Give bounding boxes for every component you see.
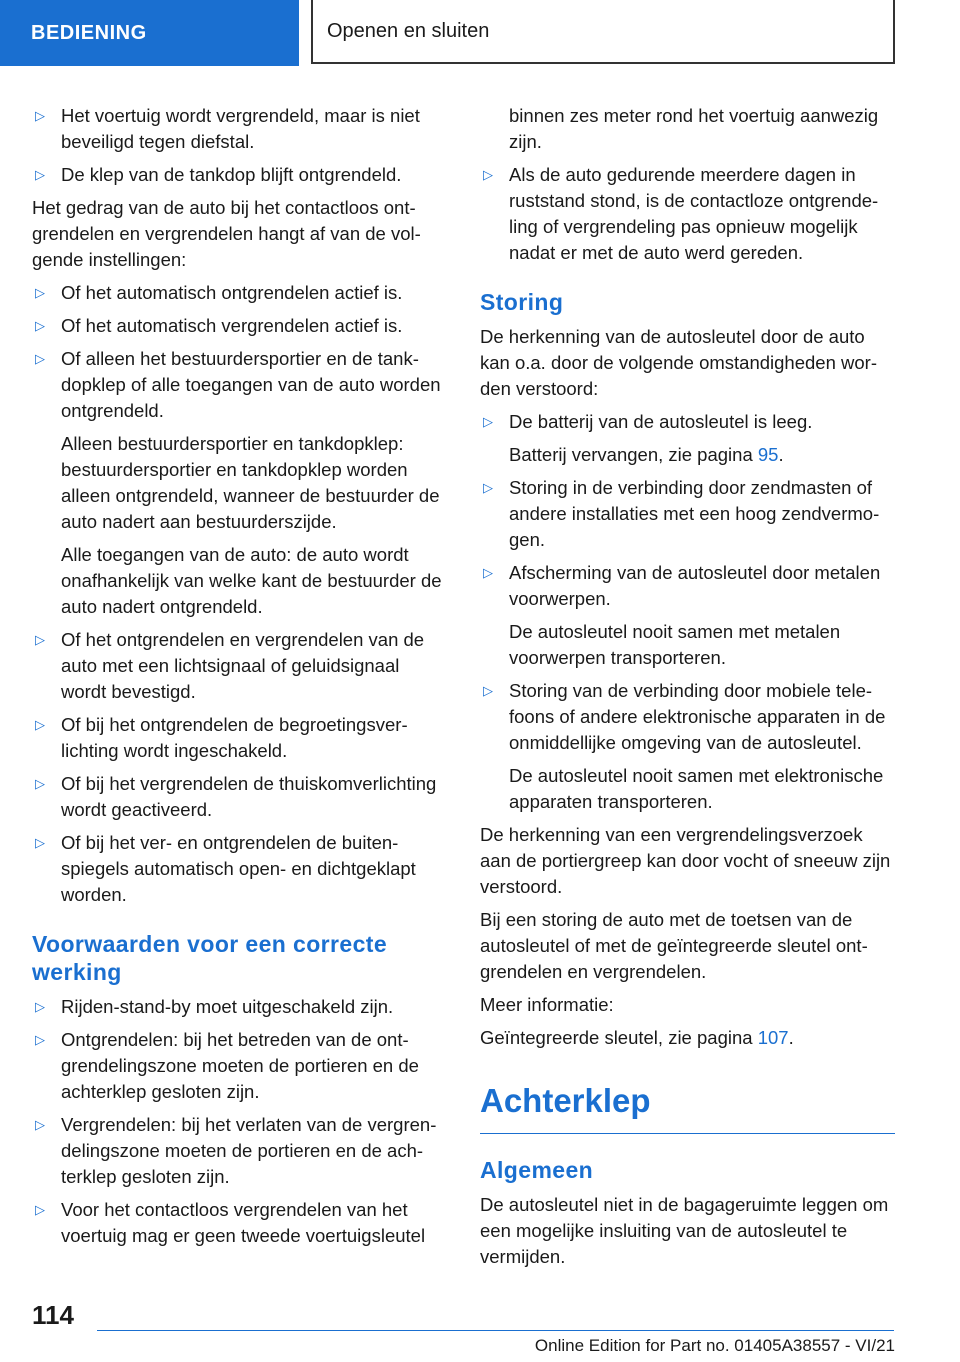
settings-list bbox=[32, 280, 447, 908]
list-item-detail: Alle toegangen van de auto: de auto wordt onafhankelijk van welke kant de bestuurder de auto nadert ontgrendeld. bbox=[61, 544, 442, 617]
list-item: ▷ Rijden-stand-by moet uitgeschakeld zijn. bbox=[32, 994, 447, 1020]
triangle-bullet-icon: ▷ bbox=[35, 108, 45, 123]
list-item: ▷ Afscherming van de autosleutel door metalen voorwerpen. De autosleutel nooit samen met metalen voorwerpen transporteren. bbox=[480, 560, 895, 671]
triangle-bullet-icon: ▷ bbox=[483, 683, 493, 698]
list-item: ▷ Storing van de verbinding door mobiele telefoons of andere elektronische apparaten in de onmiddellijke omgeving van de autosleutel. De autosleutel nooit samen met elektronische apparaten transporteren. bbox=[480, 678, 895, 815]
list-item: ▷ Of het automatisch ontgrendelen actief is. bbox=[32, 280, 447, 306]
list-item-detail: Alleen bestuurdersportier en tankdopklep: bestuurdersportier en tankdopklep worden alleen ontgrendeld, wanneer de bestuurder de auto nadert aan bestuurderszijde. bbox=[61, 433, 440, 532]
list-item-continuation: binnen zes meter rond het voertuig aanwezig zijn. bbox=[509, 105, 879, 152]
section-heading: Storing bbox=[480, 289, 564, 315]
section-title: BEDIENING bbox=[31, 21, 147, 44]
triangle-bullet-icon: ▷ bbox=[35, 167, 45, 182]
list-item: ▷ De batterij van de autosleutel is leeg. Batterij vervangen, zie pagina 95. bbox=[480, 409, 895, 468]
triangle-bullet-icon: ▷ bbox=[35, 717, 45, 732]
triangle-bullet-icon: ▷ bbox=[35, 776, 45, 791]
paragraph: De herkenning van de autosleutel door de auto kan o.a. door de volgende omstandigheden worden verstoord: bbox=[480, 326, 878, 399]
list-item: ▷ Storing in de verbinding door zendmasten of andere installaties met een hoog zendvermogen. bbox=[483, 477, 880, 550]
triangle-bullet-icon: ▷ bbox=[35, 835, 45, 850]
list-item: ▷ Of het automatisch vergrendelen actief is. bbox=[32, 313, 447, 339]
list-item: ▷ Voor het contactloos vergrendelen van het voertuig mag er geen tweede voertuigsleutel bbox=[35, 1199, 426, 1246]
list-item: ▷ Ontgrendelen: bij het betreden van de ontgrendelingszone moeten de portieren en de achterklep gesloten zijn. bbox=[35, 1029, 419, 1102]
right-column bbox=[480, 103, 895, 1277]
triangle-bullet-icon: ▷ bbox=[35, 1202, 45, 1217]
triangle-bullet-icon: ▷ bbox=[483, 167, 493, 182]
list-item: ▷ Of het ontgrendelen en vergrendelen van de auto met een lichtsignaal of geluidsignaal wordt bevestigd. bbox=[35, 629, 425, 702]
triangle-bullet-icon: ▷ bbox=[483, 565, 493, 580]
list-item-detail: De autosleutel nooit samen met metalen voorwerpen transporteren. bbox=[509, 621, 841, 668]
paragraph: De herkenning van een vergrendelingsverzoek aan de portiergreep kan door vocht of sneeuw zijn verstoord. bbox=[480, 824, 891, 897]
triangle-bullet-icon: ▷ bbox=[483, 414, 493, 429]
conditions-list bbox=[32, 994, 447, 1249]
bullet-list bbox=[480, 162, 895, 266]
list-item: ▷ Of bij het vergrendelen de thuiskomverlichting wordt geactiveerd. bbox=[35, 773, 437, 820]
page-link[interactable]: 95 bbox=[757, 444, 779, 465]
triangle-bullet-icon: ▷ bbox=[35, 999, 45, 1014]
paragraph: Bij een storing de auto met de toetsen van de autosleutel of met de geïntegreerde sleutel ontgrendelen en vergrendelen. bbox=[480, 909, 868, 982]
edition-note: Online Edition for Part no. 01405A38557 - VI/21 bbox=[534, 1336, 895, 1355]
fault-list bbox=[480, 409, 895, 815]
paragraph: De autosleutel niet in de bagageruimte leggen om een mogelijke insluiting van de autosleutel te vermijden. bbox=[480, 1194, 889, 1267]
triangle-bullet-icon: ▷ bbox=[35, 351, 45, 366]
footer-divider bbox=[97, 1330, 894, 1331]
chapter-heading: Achterklep bbox=[480, 1079, 895, 1134]
list-item: ▷ Of bij het ontgrendelen de begroetingsverlichting wordt ingeschakeld. bbox=[35, 714, 408, 761]
section-tab bbox=[0, 0, 299, 66]
list-item: ▷ Of bij het ver- en ontgrendelen de buitenspiegels automatisch open- en dichtgeklapt worden. bbox=[35, 832, 416, 905]
list-item: ▷ Of alleen het bestuurdersportier en de tankdopklep of alle toegangen van de auto worden ontgrendeld. Alleen bestuurdersportier en tankdopklep: bestuurdersportier en tankdopklep worden alleen ontgrendeld, wanneer de bestuurder de auto nadert aan bestuurderszijde. Alle toegangen van de auto: de auto wordt onafhankelijk van welke kant de bestuurder de auto nadert ontgrendeld. bbox=[32, 346, 447, 620]
list-item: ▷ Als de auto gedurende meerdere dagen in ruststand stond, is de contactloze ontgrendeling of vergrendeling pas opnieuw mogelijk nadat er met de auto werd gereden. bbox=[483, 164, 879, 263]
list-item: ▷ Het voertuig wordt vergrendeld, maar is niet beveiligd tegen diefstal. bbox=[35, 105, 420, 152]
paragraph: Meer informatie: bbox=[480, 994, 614, 1015]
left-column bbox=[32, 103, 447, 1256]
paragraph: Geïntegreerde sleutel, zie pagina 107. bbox=[480, 1027, 794, 1048]
triangle-bullet-icon: ▷ bbox=[35, 318, 45, 333]
triangle-bullet-icon: ▷ bbox=[35, 285, 45, 300]
list-item-detail: De autosleutel nooit samen met elektronische apparaten transporteren. bbox=[509, 765, 884, 812]
bullet-list bbox=[32, 103, 447, 188]
chapter-title: Openen en sluiten bbox=[327, 19, 490, 42]
list-item-detail: Batterij vervangen, zie pagina 95. bbox=[509, 444, 784, 465]
page-number: 114 bbox=[32, 1300, 74, 1330]
page-link[interactable]: 107 bbox=[757, 1027, 789, 1048]
chapter-header bbox=[311, 0, 895, 64]
triangle-bullet-icon: ▷ bbox=[35, 1032, 45, 1047]
triangle-bullet-icon: ▷ bbox=[483, 480, 493, 495]
section-heading: Voorwaarden voor een correcte werking bbox=[32, 931, 388, 985]
triangle-bullet-icon: ▷ bbox=[35, 632, 45, 647]
list-item: ▷ Vergrendelen: bij het verlaten van de vergrendelingszone moeten de portieren en de achterklep gesloten zijn. bbox=[35, 1114, 437, 1187]
triangle-bullet-icon: ▷ bbox=[35, 1117, 45, 1132]
paragraph: Het gedrag van de auto bij het contactloos ontgrendelen en vergrendelen hangt af van de volgende instellingen: bbox=[32, 197, 421, 270]
section-heading: Algemeen bbox=[480, 1157, 594, 1183]
list-item: ▷ De klep van de tankdop blijft ontgrendeld. bbox=[32, 162, 447, 188]
